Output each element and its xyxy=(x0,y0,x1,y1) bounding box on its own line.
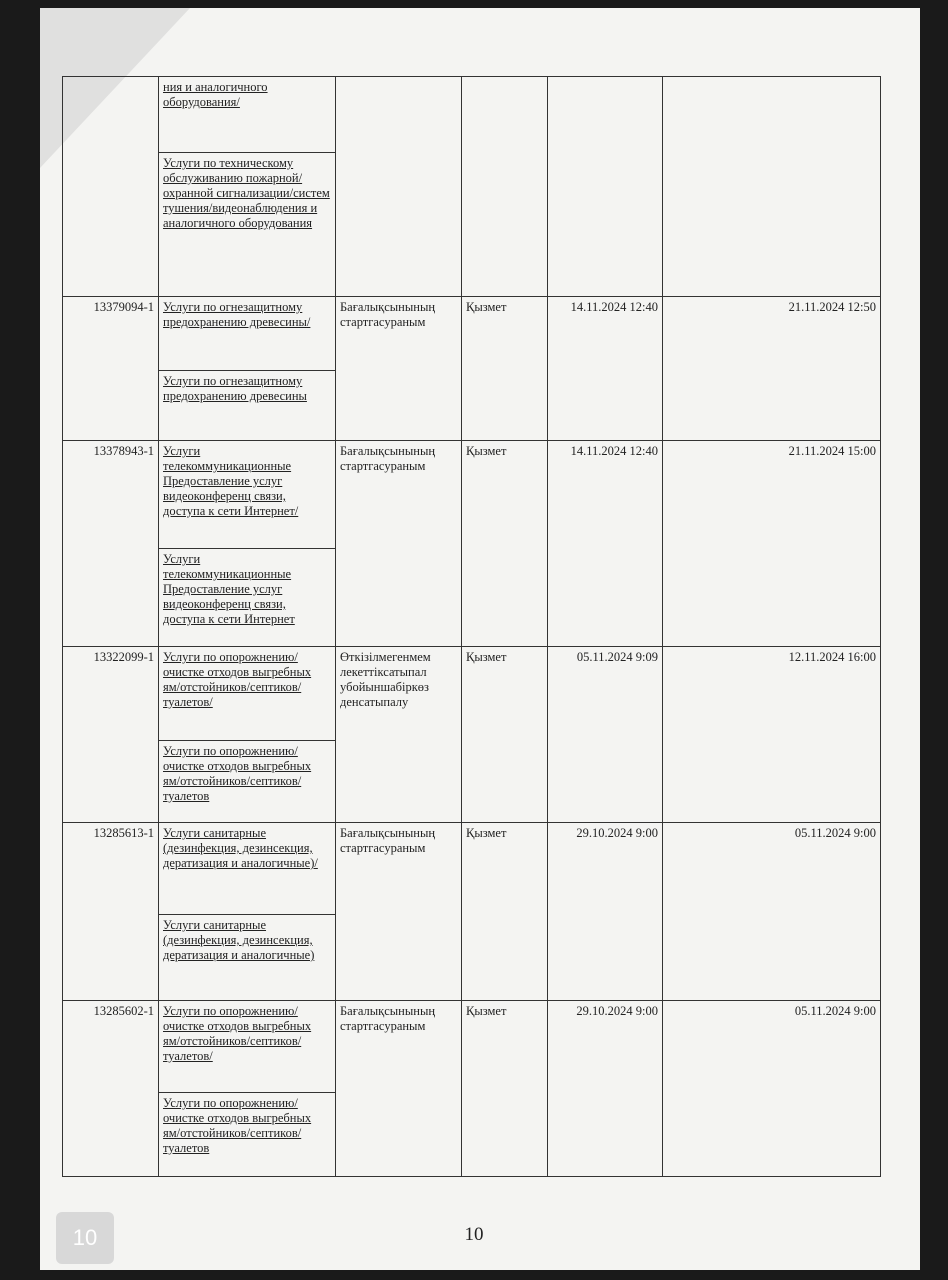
end-date: 12.11.2024 16:00 xyxy=(663,647,881,823)
procurement-method: Өткізілмегенмем лекеттіксатыпал убойыншабіркөз денсатыпалу xyxy=(336,647,462,823)
lot-number: 13322099-1 xyxy=(63,647,159,823)
lot-number: 13379094-1 xyxy=(63,297,159,441)
procurement-method: Бағалықсынының стартгасураным xyxy=(336,297,462,441)
start-date: 14.11.2024 12:40 xyxy=(548,297,663,441)
procurement-method: Бағалықсынының стартгасураным xyxy=(336,441,462,647)
service-name-secondary: Услуги санитарные (дезинфекция, дезинсекция, дератизация и аналогичные) xyxy=(159,915,336,1001)
page-number: 10 xyxy=(464,1224,484,1245)
item-type: Қызмет xyxy=(462,647,548,823)
service-name-primary: Услуги санитарные (дезинфекция, дезинсекция, дератизация и аналогичные)/ xyxy=(159,823,336,915)
item-type: Қызмет xyxy=(462,297,548,441)
start-date xyxy=(548,77,663,297)
service-name-primary: Услуги телекоммуникационные Предоставление услуг видеоконференц связи, доступа к сети Интернет/ xyxy=(159,441,336,549)
procurement-method: Бағалықсынының стартгасураным xyxy=(336,823,462,1001)
service-name-secondary: Услуги по опорожнению/очистке отходов выгребных ям/отстойников/септиков/туалетов xyxy=(159,741,336,823)
service-name-secondary: Услуги по техническому обслуживанию пожарной/охранной сигнализации/систем тушения/видеонаблюдения и аналогичного оборудования xyxy=(159,153,336,297)
service-name-primary: Услуги по огнезащитному предохранению древесины/ xyxy=(159,297,336,371)
table-row xyxy=(63,297,881,371)
start-date: 05.11.2024 9:09 xyxy=(548,647,663,823)
table-row xyxy=(63,441,881,549)
service-name-primary: ния и аналогичного оборудования/ xyxy=(159,77,336,153)
lot-number: 13378943-1 xyxy=(63,441,159,647)
item-type: Қызмет xyxy=(462,823,548,1001)
item-type: Қызмет xyxy=(462,1001,548,1177)
start-date: 29.10.2024 9:00 xyxy=(548,823,663,1001)
service-name-secondary: Услуги по опорожнению/очистке отходов выгребных ям/отстойников/септиков/туалетов xyxy=(159,1093,336,1177)
service-name-primary: Услуги по опорожнению/очистке отходов выгребных ям/отстойников/септиков/туалетов/ xyxy=(159,647,336,741)
start-date: 29.10.2024 9:00 xyxy=(548,1001,663,1177)
end-date: 05.11.2024 9:00 xyxy=(663,1001,881,1177)
table-row xyxy=(63,77,881,153)
table-row xyxy=(63,1001,881,1093)
end-date: 05.11.2024 9:00 xyxy=(663,823,881,1001)
table-row xyxy=(63,823,881,915)
service-name-secondary: Услуги телекоммуникационные Предоставление услуг видеоконференц связи, доступа к сети Интернет xyxy=(159,549,336,647)
service-name-primary: Услуги по опорожнению/очистке отходов выгребных ям/отстойников/септиков/туалетов/ xyxy=(159,1001,336,1093)
end-date: 21.11.2024 15:00 xyxy=(663,441,881,647)
procurement-method xyxy=(336,77,462,297)
procurement-table xyxy=(62,76,881,1177)
table-row xyxy=(63,647,881,741)
end-date: 21.11.2024 12:50 xyxy=(663,297,881,441)
lot-number xyxy=(63,77,159,297)
lot-number: 13285602-1 xyxy=(63,1001,159,1177)
item-type: Қызмет xyxy=(462,441,548,647)
start-date: 14.11.2024 12:40 xyxy=(548,441,663,647)
procurement-method: Бағалықсынының стартгасураным xyxy=(336,1001,462,1177)
page-badge[interactable]: 10 xyxy=(56,1212,114,1264)
lot-number: 13285613-1 xyxy=(63,823,159,1001)
item-type xyxy=(462,77,548,297)
service-name-secondary: Услуги по огнезащитному предохранению древесины xyxy=(159,371,336,441)
end-date xyxy=(663,77,881,297)
